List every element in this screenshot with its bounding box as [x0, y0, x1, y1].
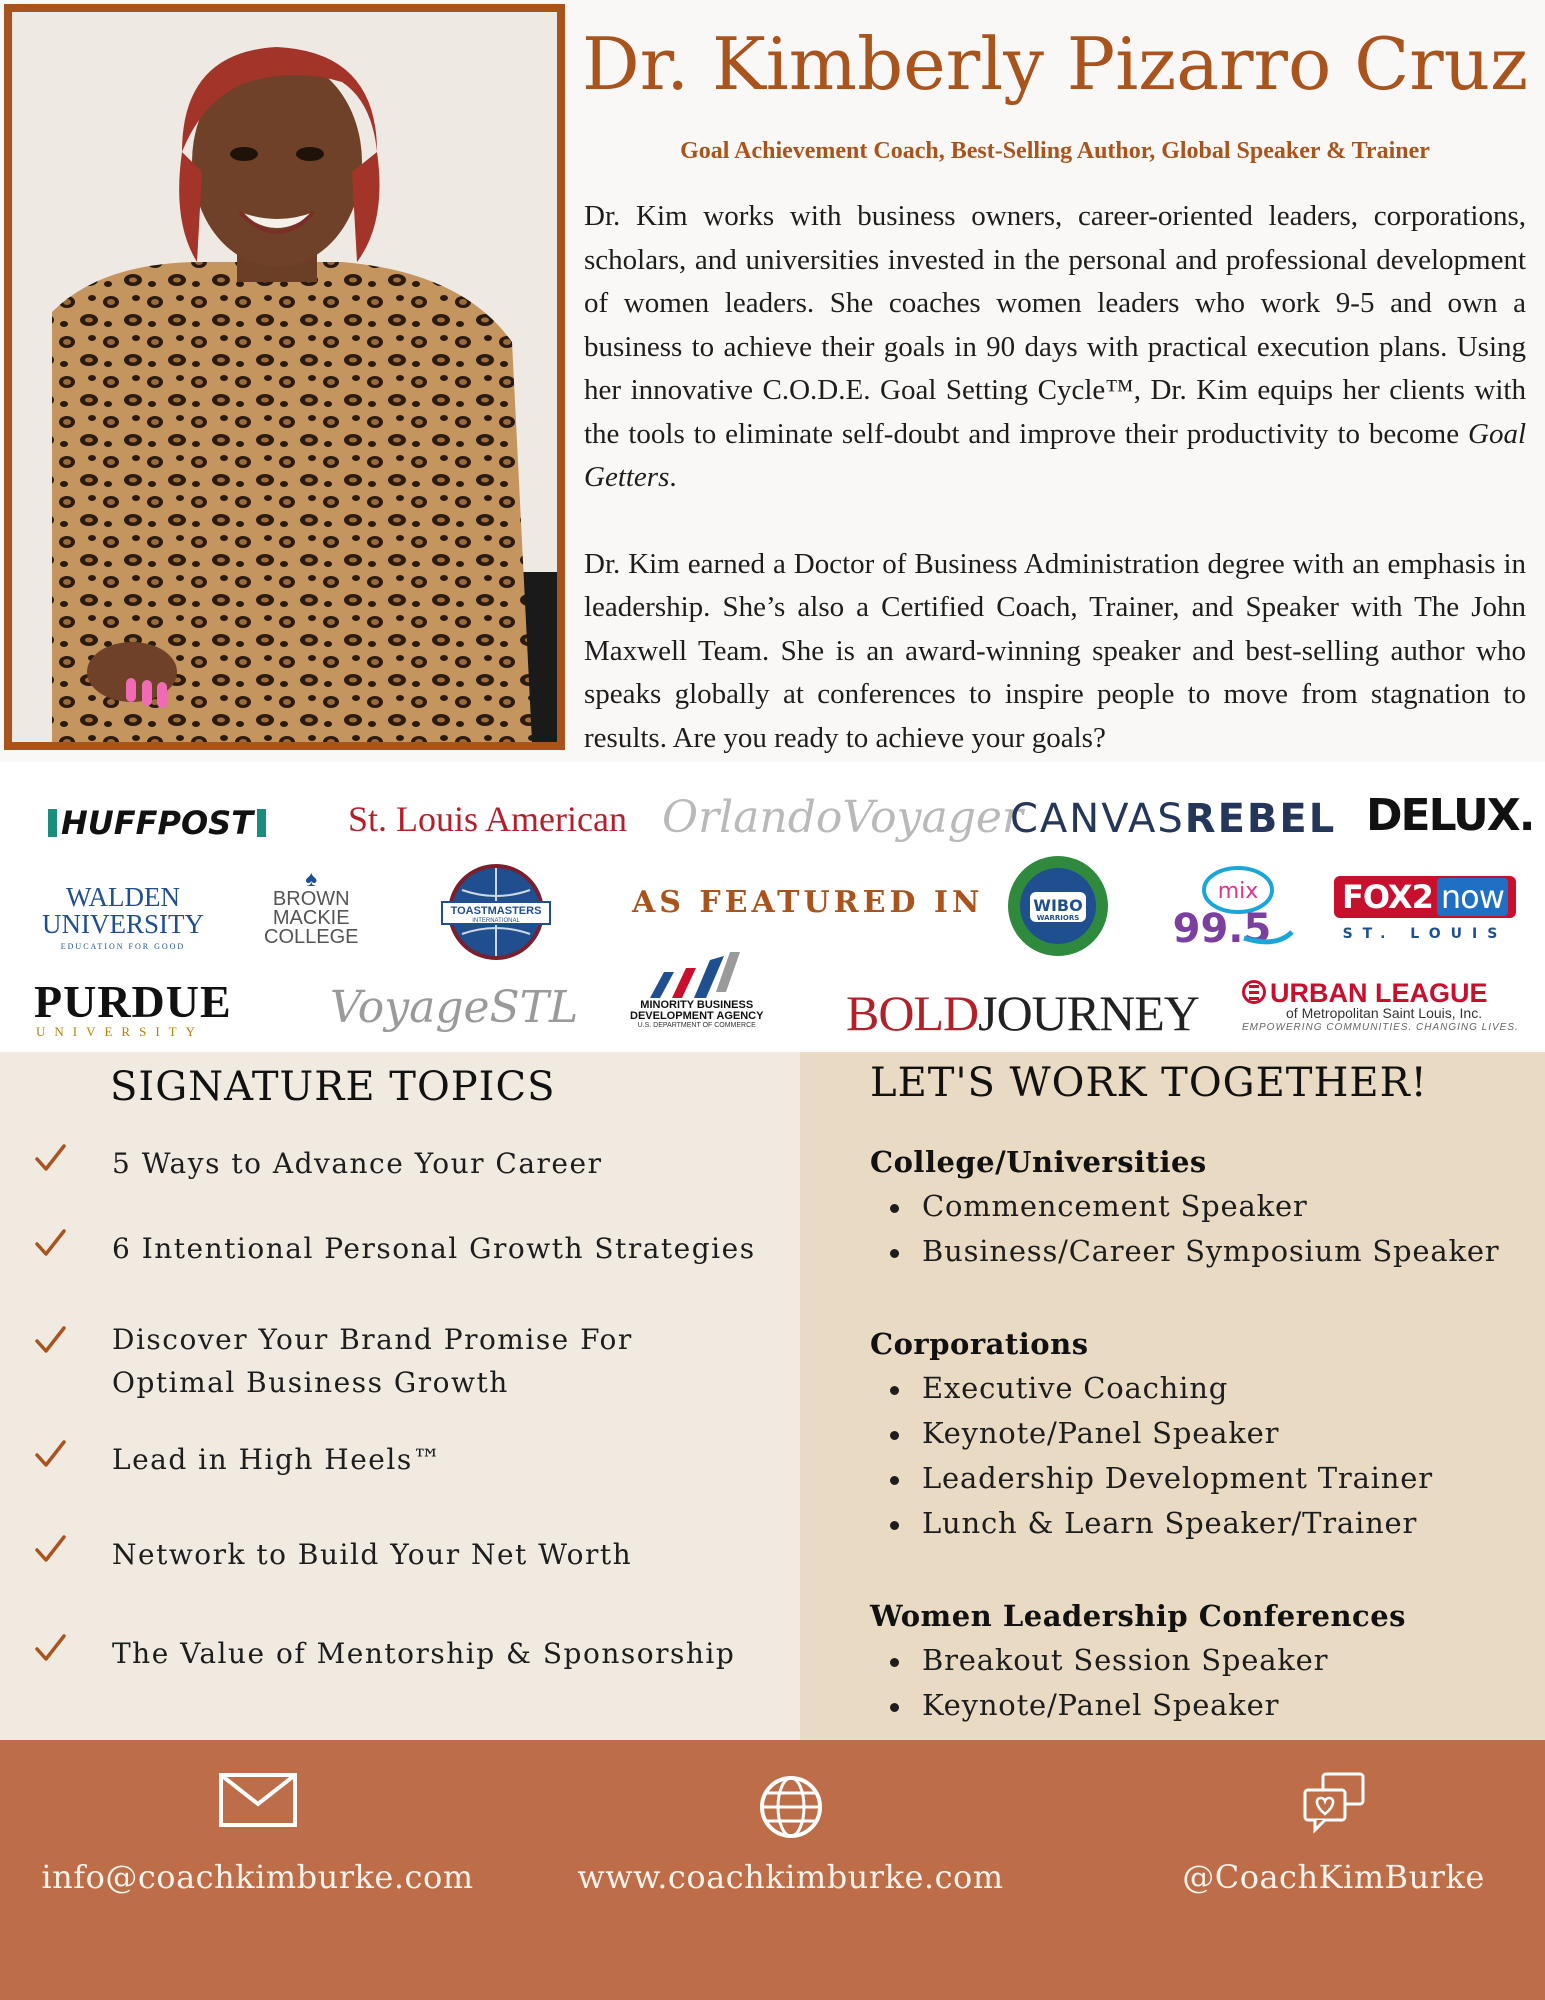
- work-group-list: [890, 1638, 1530, 1728]
- st-louis-american-logo: St. Louis American: [348, 799, 627, 839]
- work-group-list: [890, 1184, 1530, 1274]
- bio-emphasis: Goal Getters: [584, 417, 1526, 493]
- walden-line-1: WALDEN: [66, 882, 180, 912]
- list-item: Executive Coaching: [890, 1366, 1530, 1411]
- website-link[interactable]: www.coachkimburke.com: [577, 1858, 1004, 1896]
- delux-logo: DELUX.: [1366, 790, 1534, 841]
- bold-text: BOLD: [846, 985, 979, 1041]
- work-group-heading: Women Leadership Conferences: [870, 1599, 1406, 1633]
- bio-paragraph-1: [584, 195, 1526, 500]
- work-group-college: [870, 1140, 1530, 1274]
- contact-website[interactable]: [533, 1740, 1048, 2000]
- work-group-list: [890, 1366, 1530, 1546]
- work-together: [800, 1052, 1545, 1740]
- contact-email[interactable]: [0, 1740, 515, 2000]
- rebel-text: REBEL: [1184, 796, 1337, 842]
- mbda-line-2: DEVELOPMENT AGENCY: [630, 1010, 764, 1022]
- page-title: Dr. Kimberly Pizarro Cruz: [581, 22, 1529, 106]
- check-icon: [34, 1438, 66, 1470]
- urban-line-3: EMPOWERING COMMUNITIES. CHANGING LIVES.: [1242, 1022, 1519, 1033]
- check-icon: [34, 1533, 66, 1565]
- contact-footer: [0, 1740, 1545, 2000]
- signature-topics-title: SIGNATURE TOPICS: [110, 1064, 556, 1110]
- purdue-line-1: PURDUE: [34, 976, 232, 1027]
- contact-social[interactable]: [1076, 1740, 1545, 2000]
- check-icon: [34, 1142, 66, 1174]
- urban-line-2: of Metropolitan Saint Louis, Inc.: [1286, 1005, 1483, 1021]
- canvas-text: CANVAS: [1010, 796, 1185, 842]
- brown-mackie-flame-icon: ♠: [305, 866, 318, 891]
- bio-paragraph-1-end: .: [669, 461, 677, 493]
- mix-text: mix: [1217, 879, 1259, 904]
- wibo-warriors-logo: [1006, 854, 1110, 958]
- urban-league-icon: [1242, 980, 1266, 1004]
- list-item: Commencement Speaker: [890, 1184, 1530, 1229]
- orlando-voyager-logo: OrlandoVoyager: [662, 792, 1023, 843]
- work-group-heading: College/Universities: [870, 1145, 1207, 1179]
- toastmasters-text: TOASTMASTERS: [450, 905, 542, 917]
- bio-paragraph-2: Dr. Kim earned a Doctor of Business Administration degree with an emphasis in leadership. She’s also a Certified Coach, Trainer, and Speaker with The John Maxwell Team. She is an award-winning speaker and best-selling author who speaks globally at conferences to inspire people to move from stagnation to results. Are you ready to achieve your goals?: [584, 547, 1526, 754]
- bio-paragraph-1-text: Dr. Kim works with business owners, career-oriented leaders, corporations, scholars, and universities invested in the personal and professional development of women leaders. She coaches women leaders who work 9-5 and own a business to achieve their goals in 90 days with practical execution plans. Using her innovative C.O.D.E. Goal Setting Cycle™, Dr. Kim equips her clients with the tools to eliminate self-doubt and improve their productivity to become: [584, 200, 1526, 450]
- social-handle[interactable]: @CoachKimBurke: [1182, 1858, 1485, 1896]
- list-item: Keynote/Panel Speaker: [890, 1411, 1530, 1456]
- globe-icon: [758, 1774, 824, 1840]
- check-icon: [34, 1632, 66, 1664]
- envelope-icon: [218, 1772, 298, 1828]
- walden-tagline: EDUCATION FOR GOOD: [60, 942, 186, 951]
- work-group-conferences: [870, 1594, 1530, 1728]
- profile-header: [0, 0, 1545, 762]
- work-group-heading: Corporations: [870, 1327, 1089, 1361]
- fox2-text: FOX2: [1342, 878, 1433, 916]
- mbda-line-1: MINORITY BUSINESS: [640, 999, 754, 1011]
- list-item: Leadership Development Trainer: [890, 1456, 1530, 1501]
- wibo-sub: WARRIORS: [1036, 914, 1080, 922]
- subtitle: Goal Achievement Coach, Best-Selling Author, Global Speaker & Trainer: [680, 138, 1430, 164]
- portrait-illustration: [12, 12, 557, 742]
- brown-line-3: COLLEGE: [264, 926, 359, 948]
- work-group-corporations: [870, 1322, 1530, 1546]
- mbda-logo: [630, 952, 763, 1029]
- list-item: Business/Career Symposium Speaker: [890, 1229, 1530, 1274]
- mbda-line-3: U.S. DEPARTMENT OF COMMERCE: [637, 1022, 756, 1029]
- urban-league-logo: [1242, 980, 1519, 1033]
- topic-text: 5 Ways to Advance Your Career: [112, 1147, 603, 1180]
- now-text: now: [1437, 878, 1508, 916]
- voyage-stl-logo: VoyageSTL: [330, 982, 579, 1033]
- topic-text: 6 Intentional Personal Growth Strategies: [112, 1232, 756, 1265]
- huffpost-logo: [44, 804, 270, 842]
- mix-99-5-logo: [1166, 862, 1296, 958]
- list-item: Keynote/Panel Speaker: [890, 1683, 1530, 1728]
- fox2-now-box: [1334, 876, 1516, 918]
- brown-line-1: BROWN: [272, 888, 350, 910]
- featured-in-logos: [0, 762, 1545, 1052]
- work-together-title: LET'S WORK TOGETHER!: [870, 1060, 1428, 1106]
- wibo-text: WIBO: [1033, 896, 1083, 915]
- topic-text: Network to Build Your Net Worth: [112, 1538, 633, 1571]
- purdue-line-2: UNIVERSITY: [36, 1024, 204, 1039]
- huffpost-text: HUFFPOST: [61, 804, 254, 842]
- journey-text: JOURNEY: [978, 985, 1199, 1041]
- topic-text: Lead in High Heels™: [112, 1443, 443, 1476]
- list-item: Breakout Session Speaker: [890, 1638, 1530, 1683]
- chat-heart-icon: [1301, 1770, 1367, 1836]
- featured-in-heading: AS FEATURED IN: [632, 885, 984, 920]
- toastmasters-logo: [438, 862, 554, 962]
- fox-st-louis: ST. LOUIS: [1342, 926, 1508, 942]
- urban-line-1-text: URBAN LEAGUE: [1270, 978, 1488, 1008]
- walden-university-logo: [42, 884, 204, 951]
- topic-text: The Value of Mentorship & Sponsorship: [112, 1637, 736, 1670]
- check-icon: [34, 1227, 66, 1259]
- canvas-rebel-logo: [1010, 796, 1336, 842]
- signature-topics: [0, 1052, 800, 1740]
- bio: [584, 195, 1526, 803]
- purdue-university-logo: [34, 976, 232, 1040]
- toastmasters-sub: INTERNATIONAL: [472, 918, 520, 924]
- check-icon: [34, 1324, 66, 1356]
- walden-line-2: UNIVERSITY: [42, 909, 204, 939]
- bold-journey-logo: [846, 984, 1199, 1042]
- profile-photo: [4, 4, 565, 750]
- brown-mackie-college-logo: [264, 868, 358, 947]
- list-item: Lunch & Learn Speaker/Trainer: [890, 1501, 1530, 1546]
- mix-number: 99.5: [1172, 906, 1272, 952]
- email-link[interactable]: info@coachkimburke.com: [41, 1858, 474, 1896]
- urban-line-1: [1242, 980, 1519, 1006]
- fox2-now-logo: [1334, 876, 1516, 942]
- mbda-mark-icon: [630, 952, 750, 1000]
- brown-line-2: MACKIE: [272, 907, 350, 929]
- topic-text: Discover Your Brand Promise For Optimal Business Growth: [112, 1323, 633, 1399]
